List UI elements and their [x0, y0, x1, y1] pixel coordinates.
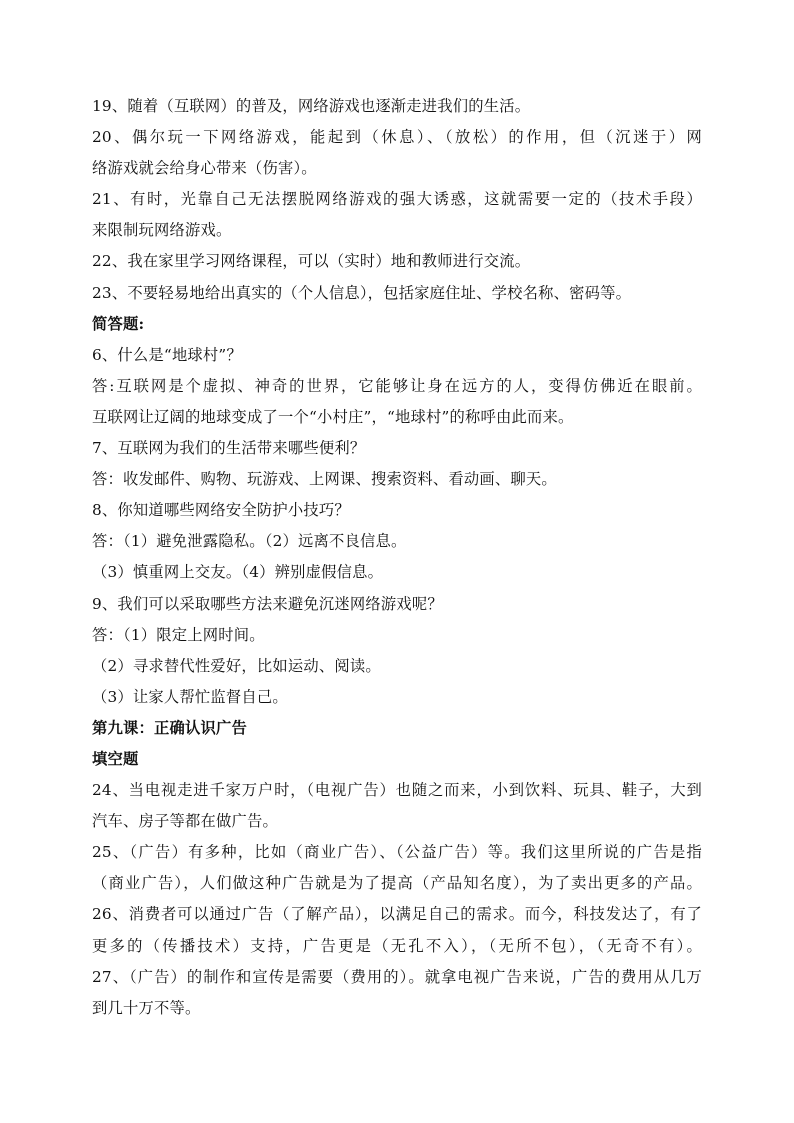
fill-blank-item-23: 23、不要轻易地给出真实的（个人信息），包括家庭住址、学校名称、密码等。 — [92, 283, 632, 302]
fill-blank-item-27: 27、（广告）的制作和宣传是需要（费用的）。就拿电视广告来说，广告的费用从几万 — [92, 967, 702, 986]
fill-blank-item-19: 19、随着（互联网）的普及，网络游戏也逐渐走进我们的生活。 — [92, 97, 531, 115]
fill-blank-item-22: 22、我在家里学习网络课程，可以（实时）地和教师进行交流。 — [92, 252, 531, 271]
document-body — [92, 91, 702, 1024]
answer-9-point-2: （2）寻求替代性爱好，比如运动、阅读。 — [92, 656, 381, 675]
question-7: 7、互联网为我们的生活带来哪些便利？ — [92, 439, 366, 458]
question-9: 9、我们可以采取哪些方法来避免沉迷网络游戏呢？ — [92, 594, 443, 613]
fill-blank-item-24-continued: 汽车、房子等都在做广告。 — [92, 812, 278, 831]
answer-8-continued: （3）慎重网上交友。（4）辨别虚假信息。 — [92, 563, 384, 582]
fill-blank-item-24: 24、当电视走进千家万户时，（电视广告）也随之而来，小到饮料、玩具、鞋子，大到 — [92, 781, 702, 800]
fill-blank-item-21-continued: 来限制玩网络游戏。 — [92, 221, 232, 240]
fill-blank-item-27-continued: 到几十万不等。 — [92, 998, 201, 1017]
fill-blank-item-20: 20、偶尔玩一下网络游戏，能起到（休息）、（放松）的作用，但（沉迷于）网 — [92, 128, 702, 147]
question-8: 8、你知道哪些网络安全防护小技巧？ — [92, 501, 350, 520]
answer-6-continued: 互联网让辽阔的地球变成了一个“小村庄”，“地球村”的称呼由此而来。 — [92, 407, 574, 426]
answer-9-point-3: （3）让家人帮忙监督自己。 — [92, 687, 288, 706]
fill-blank-heading: 填空题 — [92, 749, 139, 768]
fill-blank-item-25: 25、（广告）有多种，比如（商业广告）、（公益广告）等。我们这里所说的广告是指 — [92, 843, 702, 862]
fill-blank-item-26-continued: 更多的（传播技术）支持，广告更是（无孔不入），（无所不包），（无奇不有）。 — [92, 936, 702, 955]
answer-8: 答：（1）避免泄露隐私。（2）远离不良信息。 — [92, 532, 407, 551]
lesson-9-heading: 第九课：正确认识广告 — [92, 718, 247, 737]
short-answer-heading: 简答题: — [92, 314, 145, 333]
fill-blank-item-26: 26、消费者可以通过广告（了解产品），以满足自己的需求。而今，科技发达了，有了 — [92, 905, 702, 924]
question-6: 6、什么是“地球村”？ — [92, 345, 242, 364]
fill-blank-item-25-continued: （商业广告），人们做这种广告就是为了提高（产品知名度），为了卖出更多的产品。 — [92, 874, 702, 893]
answer-7: 答：收发邮件、购物、玩游戏、上网课、搜索资料、看动画、聊天。 — [92, 470, 557, 489]
fill-blank-item-20-continued: 络游戏就会给身心带来（伤害）。 — [92, 159, 317, 178]
answer-9: 答：（1）限定上网时间。 — [92, 625, 265, 644]
answer-6: 答:互联网是个虚拟、神奇的世界，它能够让身在远方的人，变得仿佛近在眼前。 — [92, 376, 702, 395]
fill-blank-item-21: 21、有时，光靠自己无法摆脱网络游戏的强大诱惑，这就需要一定的（技术手段） — [92, 190, 702, 209]
